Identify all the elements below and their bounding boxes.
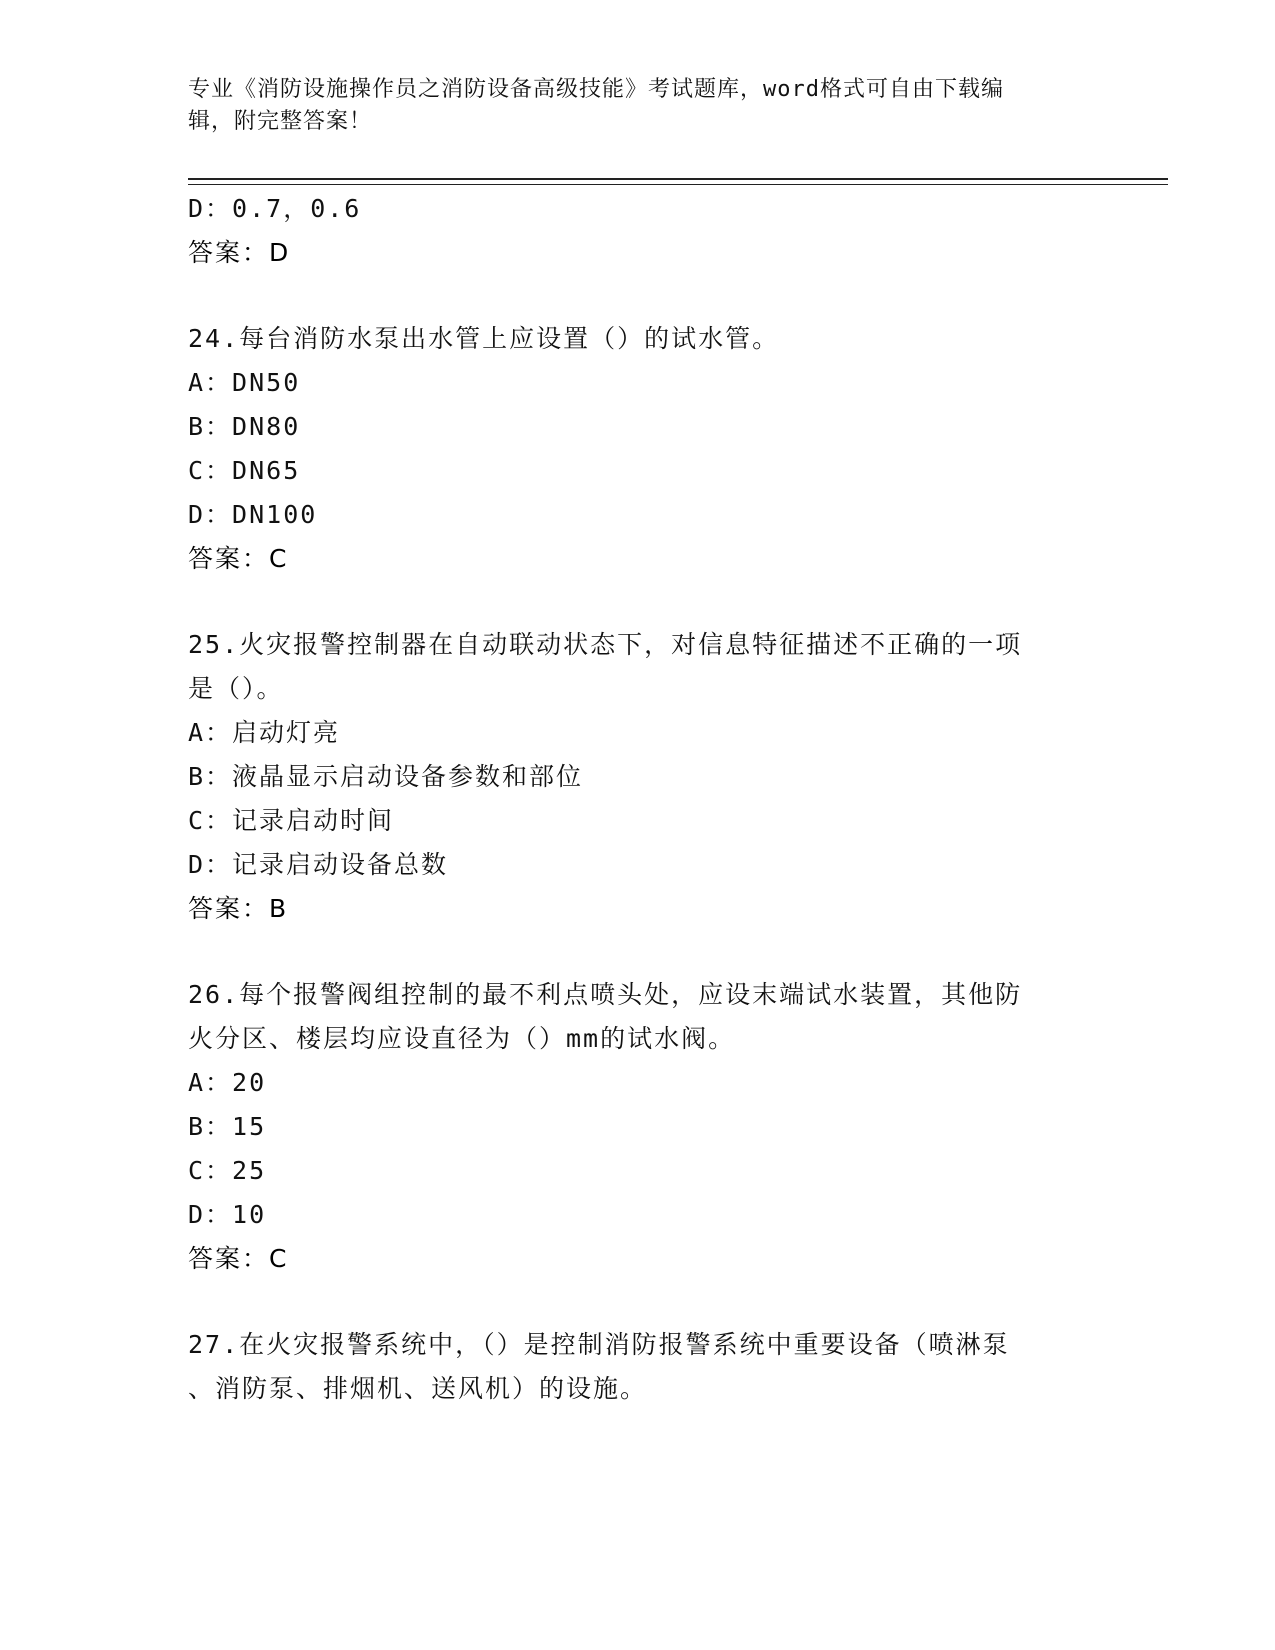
header-rule-thick [188, 178, 1168, 180]
question-24-option-b: B：DN80 [188, 412, 301, 441]
question-26-option-b: B：15 [188, 1112, 267, 1141]
question-26-stem-line-1: 26.每个报警阀组控制的最不利点喷头处，应设末端试水装置，其他防 [188, 980, 1023, 1009]
question-24-stem: 24.每台消防水泵出水管上应设置（）的试水管。 [188, 324, 780, 353]
header-rule-thin [188, 184, 1168, 185]
question-24-option-d: D：DN100 [188, 500, 318, 529]
question-26-answer: 答案：C [188, 1244, 289, 1273]
document-header [188, 74, 1078, 138]
question-25-stem-line-1: 25.火灾报警控制器在自动联动状态下，对信息特征描述不正确的一项 [188, 630, 1023, 659]
question-25-option-b: B：液晶显示启动设备参数和部位 [188, 762, 584, 791]
question-25-answer: 答案：B [188, 894, 289, 923]
option-d: D：0.7，0.6 [188, 194, 362, 223]
question-26-option-c: C：25 [188, 1156, 267, 1185]
question-24-option-c: C：DN65 [188, 456, 301, 485]
question-24-option-a: A：DN50 [188, 368, 301, 397]
header-line-2: 辑，附完整答案！ [188, 109, 373, 134]
question-25-option-c: C：记录启动时间 [188, 806, 395, 835]
question-27-stem-line-1: 27.在火灾报警系统中，（）是控制消防报警系统中重要设备（喷淋泵 [188, 1330, 1010, 1359]
question-25-option-d: D：记录启动设备总数 [188, 850, 449, 879]
answer-line: 答案：D [188, 238, 291, 267]
question-26-stem-line-2: 火分区、楼层均应设直径为（）mm的试水阀。 [188, 1024, 736, 1053]
question-26-option-a: A：20 [188, 1068, 267, 1097]
question-25-stem-line-2: 是（）。 [188, 674, 284, 703]
header-line-1: 专业《消防设施操作员之消防设备高级技能》考试题库，word格式可自由下载编 [188, 77, 1004, 102]
question-26-option-d: D：10 [188, 1200, 267, 1229]
question-24-answer: 答案：C [188, 544, 289, 573]
question-27-stem-line-2: 、消防泵、排烟机、送风机）的设施。 [188, 1374, 648, 1403]
question-25-option-a: A：启动灯亮 [188, 718, 341, 747]
